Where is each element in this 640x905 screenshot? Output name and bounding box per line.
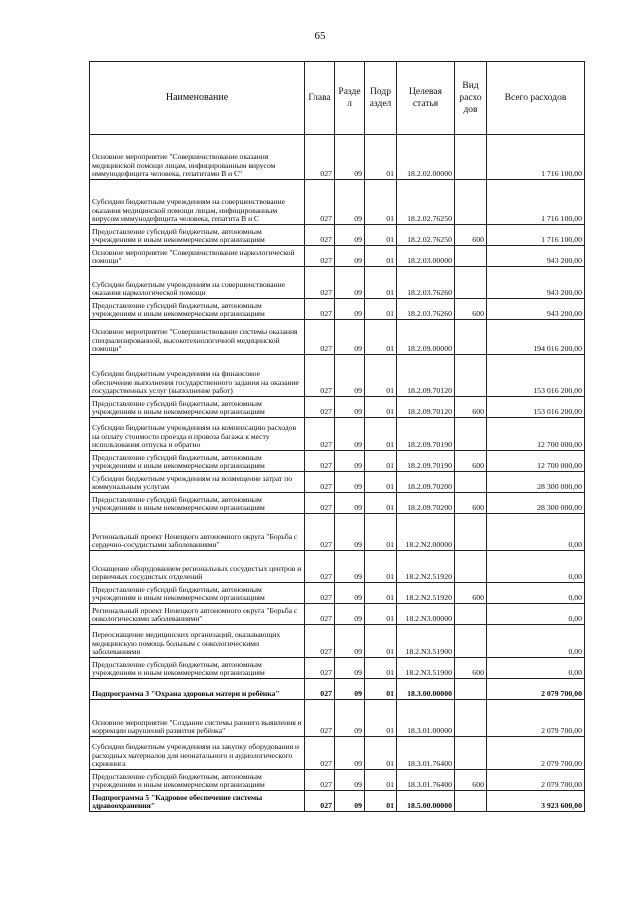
cell-podrazdel: 01 [365,583,397,604]
cell-razdel: 09 [335,180,365,225]
cell-vid: 600 [455,225,487,246]
cell-statya: 18.2.02.76250 [397,180,455,225]
cell-statya: 18.2.02.76250 [397,225,455,246]
cell-total: 2 079 700,00 [487,679,585,700]
cell-total: 943 200,00 [487,267,585,299]
cell-podrazdel: 01 [365,135,397,180]
cell-podrazdel: 01 [365,418,397,451]
cell-statya: 18.2.03.76260 [397,267,455,299]
cell-statya: 18.2.09.70190 [397,418,455,451]
cell-glava: 027 [305,679,335,700]
cell-total: 28 300 000,00 [487,472,585,493]
cell-name: Субсидии бюджетным учреждениям на совершенствование оказания медицинской помощи лицам, инфицированным вирусом иммунодефицита человека, гепатита В и С [90,180,305,225]
header-glava: Глава [305,62,335,135]
table-row [90,320,585,355]
cell-razdel: 09 [335,514,365,551]
cell-name: Основное мероприятие "Создание системы раннего выявления и коррекции нарушений развития ребёнка" [90,700,305,737]
cell-glava: 027 [305,551,335,583]
cell-razdel: 09 [335,625,365,658]
cell-name: Подпрограмма 5 "Кадровое обеспечение системы здравоохранения" [90,791,305,812]
cell-podrazdel: 01 [365,472,397,493]
cell-statya: 18.3.01.00000 [397,700,455,737]
cell-razdel: 09 [335,225,365,246]
cell-glava: 027 [305,451,335,472]
table-row [90,180,585,225]
table-row [90,267,585,299]
cell-vid [455,604,487,625]
cell-total: 0,00 [487,604,585,625]
cell-podrazdel: 01 [365,514,397,551]
cell-glava: 027 [305,514,335,551]
cell-statya: 18.2.09.00000 [397,320,455,355]
cell-name: Предоставление субсидий бюджетным, автономным учреждениям и иным некоммерческим организациям [90,397,305,418]
cell-total: 2 079 700,00 [487,700,585,737]
cell-vid [455,472,487,493]
cell-glava: 027 [305,604,335,625]
cell-vid: 600 [455,658,487,679]
cell-glava: 027 [305,700,335,737]
table-row [90,583,585,604]
cell-vid: 600 [455,451,487,472]
cell-razdel: 09 [335,604,365,625]
cell-glava: 027 [305,418,335,451]
cell-podrazdel: 01 [365,625,397,658]
cell-razdel: 09 [335,135,365,180]
table-row [90,551,585,583]
cell-razdel: 09 [335,737,365,770]
cell-total: 943 200,00 [487,246,585,267]
cell-vid [455,625,487,658]
cell-name: Предоставление субсидий бюджетным, автономным учреждениям и иным некоммерческим организациям [90,299,305,320]
cell-podrazdel: 01 [365,225,397,246]
table-row [90,514,585,551]
page-number: 65 [314,30,326,42]
cell-statya: 18.2.N3.51900 [397,658,455,679]
cell-vid: 600 [455,583,487,604]
cell-statya: 18.2.02.00000 [397,135,455,180]
cell-podrazdel: 01 [365,700,397,737]
cell-glava: 027 [305,246,335,267]
cell-statya: 18.2.N3.00000 [397,604,455,625]
cell-vid [455,418,487,451]
cell-total: 0,00 [487,658,585,679]
cell-razdel: 09 [335,355,365,397]
cell-podrazdel: 01 [365,551,397,583]
cell-vid [455,700,487,737]
cell-statya: 18.3.00.00000 [397,679,455,700]
cell-name: Подпрограмма 3 "Охрана здоровья матери и ребёнка" [90,679,305,700]
table-row [90,451,585,472]
table-row [90,679,585,700]
cell-name: Переоснащение медицинских организаций, оказывающих медицинскую помощь больным с онкологическими заболеваниями [90,625,305,658]
cell-statya: 18.3.01.76400 [397,770,455,791]
header-name: Наименование [90,62,305,135]
cell-glava: 027 [305,583,335,604]
cell-total: 194 016 200,00 [487,320,585,355]
cell-vid: 600 [455,493,487,514]
cell-podrazdel: 01 [365,604,397,625]
cell-name: Основное мероприятие "Совершенствование системы оказания специализированной, высокотехнологичной медицинской помощи" [90,320,305,355]
cell-name: Основное мероприятие "Совершенствование оказания медицинской помощи лицам, инфицированным вирусом иммунодефицита человека, гепатитами В и С" [90,135,305,180]
cell-razdel: 09 [335,246,365,267]
cell-razdel: 09 [335,472,365,493]
cell-glava: 027 [305,397,335,418]
cell-razdel: 09 [335,451,365,472]
cell-total: 3 923 600,00 [487,791,585,812]
cell-podrazdel: 01 [365,180,397,225]
cell-podrazdel: 01 [365,246,397,267]
cell-podrazdel: 01 [365,397,397,418]
cell-statya: 18.3.01.76400 [397,737,455,770]
cell-razdel: 09 [335,320,365,355]
cell-total: 2 079 700,00 [487,737,585,770]
cell-glava: 027 [305,355,335,397]
cell-statya: 18.2.N3.51900 [397,625,455,658]
header-total: Всего расходов [487,62,585,135]
cell-name: Предоставление субсидий бюджетным, автономным учреждениям и иным некоммерческим организациям [90,770,305,791]
table-row [90,299,585,320]
cell-vid [455,551,487,583]
cell-total: 2 079 700,00 [487,770,585,791]
cell-total: 0,00 [487,625,585,658]
table-row [90,604,585,625]
header-razdel: Разде л [335,62,365,135]
cell-name: Предоставление субсидий бюджетным, автономным учреждениям и иным некоммерческим организациям [90,451,305,472]
cell-podrazdel: 01 [365,737,397,770]
cell-statya: 18.2.03.76260 [397,299,455,320]
cell-podrazdel: 01 [365,451,397,472]
cell-vid: 600 [455,770,487,791]
table-row [90,791,585,812]
cell-total: 1 716 100,00 [487,180,585,225]
cell-razdel: 09 [335,700,365,737]
cell-statya: 18.2.N2.00000 [397,514,455,551]
cell-total: 943 200,00 [487,299,585,320]
cell-razdel: 09 [335,791,365,812]
cell-statya: 18.2.09.70120 [397,397,455,418]
cell-name: Субсидии бюджетным учреждениям на совершенствование оказания наркологической помощи [90,267,305,299]
cell-glava: 027 [305,320,335,355]
cell-podrazdel: 01 [365,267,397,299]
cell-razdel: 09 [335,679,365,700]
cell-glava: 027 [305,625,335,658]
cell-statya: 18.5.00.00000 [397,791,455,812]
table-row [90,472,585,493]
cell-name: Предоставление субсидий бюджетным, автономным учреждениям и иным некоммерческим организациям [90,658,305,679]
cell-name: Предоставление субсидий бюджетным, автономным учреждениям и иным некоммерческим организациям [90,493,305,514]
cell-podrazdel: 01 [365,355,397,397]
cell-glava: 027 [305,180,335,225]
cell-name: Оснащение оборудованием региональных сосудистых центров и первичных сосудистых отделений [90,551,305,583]
table-row [90,625,585,658]
cell-razdel: 09 [335,267,365,299]
cell-total: 0,00 [487,514,585,551]
cell-name: Региональный проект Ненецкого автономного округа "Борьба с онкологическими заболеваниями" [90,604,305,625]
cell-glava: 027 [305,791,335,812]
cell-name: Основное мероприятие "Совершенствование наркологической помощи" [90,246,305,267]
cell-total: 28 300 000,00 [487,493,585,514]
cell-statya: 18.2.09.70200 [397,493,455,514]
cell-glava: 027 [305,770,335,791]
cell-total: 1 716 100,00 [487,135,585,180]
table-row [90,397,585,418]
header-podrazdel: Подр аздел [365,62,397,135]
cell-razdel: 09 [335,583,365,604]
cell-total: 153 016 200,00 [487,355,585,397]
cell-glava: 027 [305,493,335,514]
table-row [90,658,585,679]
cell-vid [455,791,487,812]
cell-vid [455,679,487,700]
cell-name: Субсидии бюджетным учреждениям на возмещение затрат по коммунальным услугам [90,472,305,493]
cell-total: 0,00 [487,551,585,583]
cell-vid [455,514,487,551]
cell-total: 12 700 000,00 [487,418,585,451]
cell-podrazdel: 01 [365,791,397,812]
cell-name: Субсидии бюджетным учреждениям на закупку оборудования и расходных материалов для неонатального и аудиологического скрининга [90,737,305,770]
cell-razdel: 09 [335,551,365,583]
cell-glava: 027 [305,658,335,679]
table-row [90,225,585,246]
cell-podrazdel: 01 [365,770,397,791]
cell-vid [455,180,487,225]
cell-glava: 027 [305,737,335,770]
cell-razdel: 09 [335,299,365,320]
table-row [90,737,585,770]
cell-name: Предоставление субсидий бюджетным, автономным учреждениям и иным некоммерческим организациям [90,225,305,246]
cell-glava: 027 [305,472,335,493]
table-row [90,418,585,451]
budget-table [89,61,585,812]
table-header-row [90,62,585,135]
cell-name: Региональный проект Ненецкого автономного округа "Борьба с сердечно-сосудистыми заболеваниями" [90,514,305,551]
cell-vid [455,135,487,180]
cell-total: 0,00 [487,583,585,604]
cell-podrazdel: 01 [365,658,397,679]
cell-name: Субсидии бюджетным учреждениям на компенсацию расходов на оплату стоимости проезда и провоза багажа к месту использования отпуска и обратно [90,418,305,451]
cell-podrazdel: 01 [365,679,397,700]
cell-razdel: 09 [335,418,365,451]
cell-glava: 027 [305,267,335,299]
cell-vid [455,267,487,299]
cell-glava: 027 [305,225,335,246]
table-row [90,770,585,791]
table-row [90,493,585,514]
cell-razdel: 09 [335,658,365,679]
table-row [90,246,585,267]
cell-statya: 18.2.09.70120 [397,355,455,397]
cell-vid: 600 [455,397,487,418]
header-statya: Целевая статья [397,62,455,135]
cell-podrazdel: 01 [365,320,397,355]
cell-total: 1 716 100,00 [487,225,585,246]
cell-name: Предоставление субсидий бюджетным, автономным учреждениям и иным некоммерческим организациям [90,583,305,604]
cell-vid [455,320,487,355]
cell-glava: 027 [305,135,335,180]
table-row [90,700,585,737]
header-vid: Вид расхо дов [455,62,487,135]
cell-statya: 18.2.09.70200 [397,472,455,493]
cell-total: 12 700 000,00 [487,451,585,472]
cell-name: Субсидии бюджетным учреждениям на финансовое обеспечение выполнения государственного задания на оказание государственных услуг (выполнение работ) [90,355,305,397]
cell-podrazdel: 01 [365,299,397,320]
cell-vid [455,737,487,770]
cell-razdel: 09 [335,770,365,791]
cell-razdel: 09 [335,493,365,514]
table-row [90,355,585,397]
cell-statya: 18.2.N2.51920 [397,551,455,583]
cell-vid: 600 [455,299,487,320]
cell-podrazdel: 01 [365,493,397,514]
cell-total: 153 016 200,00 [487,397,585,418]
cell-vid [455,355,487,397]
cell-statya: 18.2.03.00000 [397,246,455,267]
cell-statya: 18.2.N2.51920 [397,583,455,604]
table-row [90,135,585,180]
cell-razdel: 09 [335,397,365,418]
cell-vid [455,246,487,267]
cell-glava: 027 [305,299,335,320]
cell-statya: 18.2.09.70190 [397,451,455,472]
